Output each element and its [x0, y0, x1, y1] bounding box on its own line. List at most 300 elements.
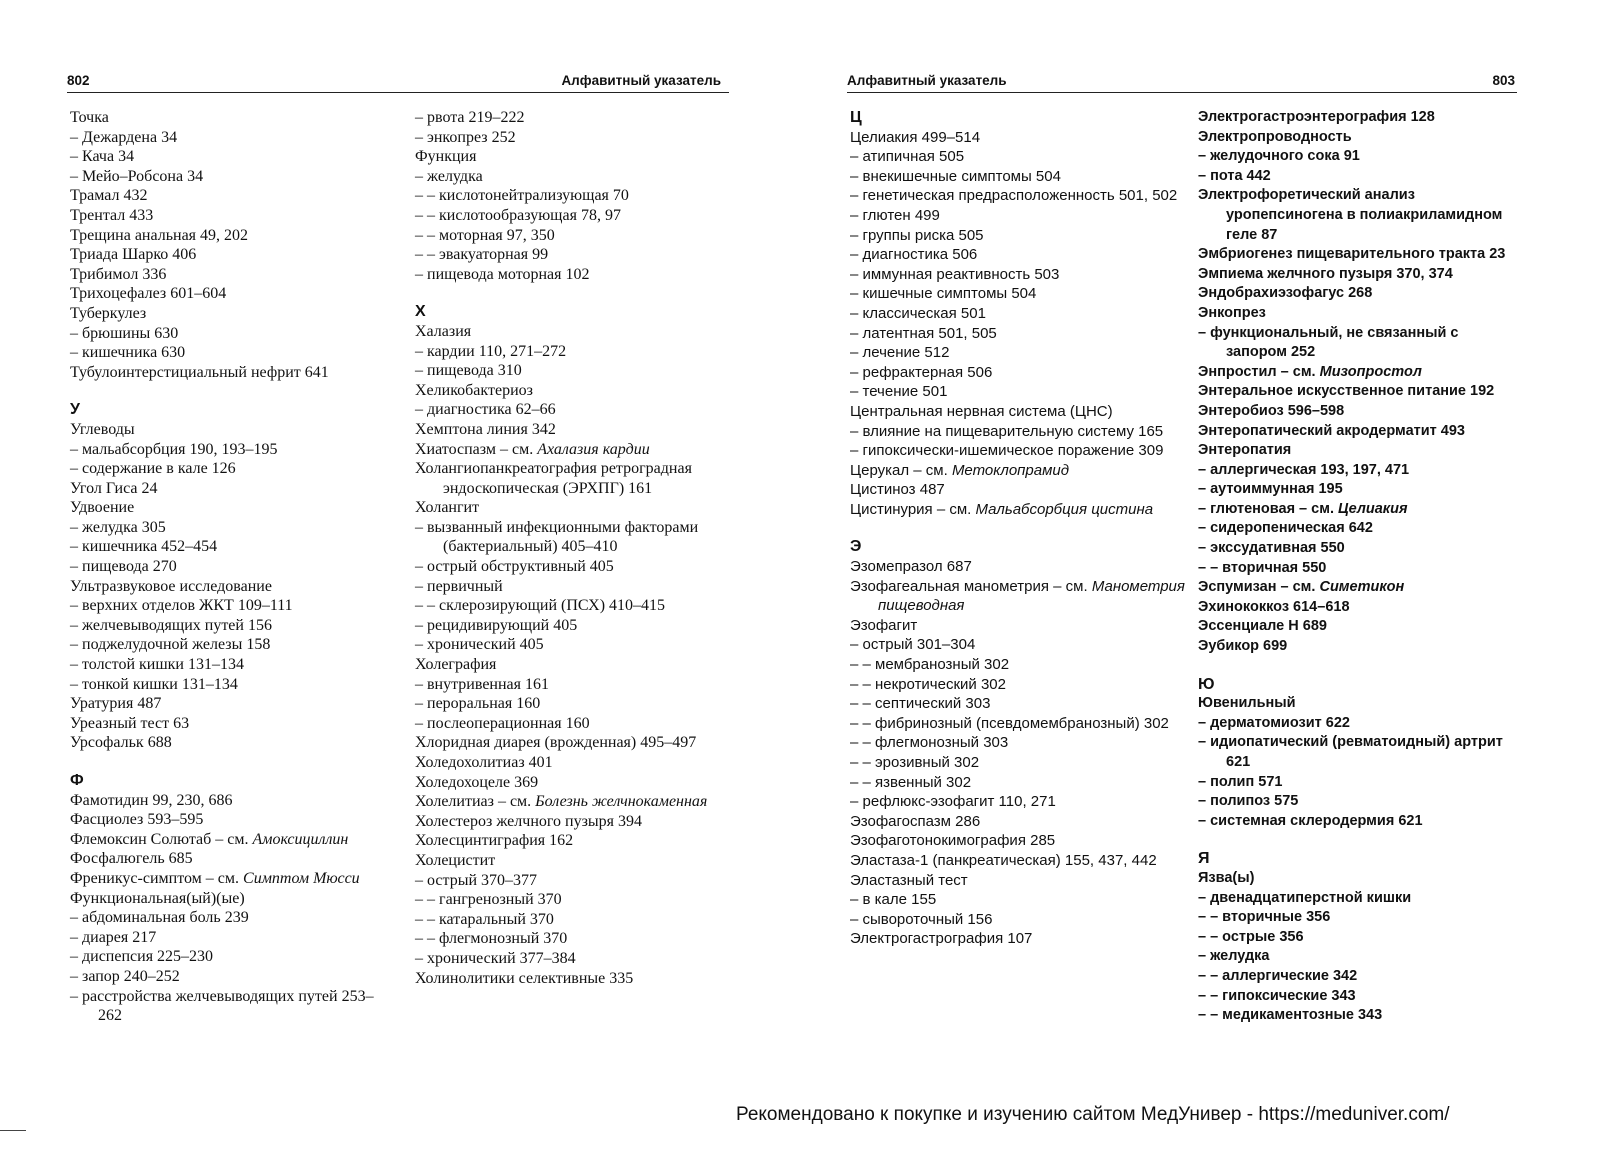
index-entry [850, 422, 1190, 442]
index-entry [70, 245, 390, 265]
entry-text: – запор 240–252 [70, 967, 180, 985]
entry-text: Эластаза-1 (панкреатическая) 155, 437, 442 [850, 851, 1157, 869]
entry-text: Угол Гиса 24 [70, 479, 158, 497]
entry-text: Френикус-симптом – см. [70, 869, 244, 887]
entry-text: – диагностика 506 [850, 246, 978, 264]
index-entry [850, 753, 1190, 773]
index-entry [850, 929, 1190, 949]
section-letter: Ц [850, 109, 862, 126]
entry-text: – влияние на пищеварительную систему 165 [850, 422, 1164, 440]
index-entry [415, 186, 730, 206]
index-entry [1198, 578, 1520, 598]
entry-text: Тубулоинтерстициальный нефрит 641 [70, 363, 329, 381]
entry-text: – – гангренозный 370 [415, 891, 562, 909]
entry-text: Эмбриогенез пищеварительного тракта 23 [1198, 246, 1506, 263]
index-entry [415, 792, 730, 812]
index-entry [415, 440, 730, 460]
index-entry [1198, 539, 1520, 559]
index-entry [415, 147, 730, 167]
entry-text: – системная склеродермия 621 [1198, 812, 1423, 829]
entry-text: Энкопрез [1198, 304, 1266, 321]
index-entry [70, 304, 390, 324]
entry-text: Эзомепразол 687 [850, 558, 972, 576]
entry-text: Цистинурия – см. [850, 500, 976, 518]
index-entry [1198, 617, 1520, 637]
entry-text: Точка [70, 109, 109, 126]
index-entry [70, 635, 390, 655]
entry-text: – желудка [1198, 948, 1270, 965]
entry-text: – кишечные симптомы 504 [850, 285, 1037, 303]
entry-text: Электрогастрография 107 [850, 930, 1033, 948]
index-entry [1198, 792, 1520, 812]
index-entry [415, 577, 730, 597]
entry-text: – течение 501 [850, 383, 948, 401]
index-entry [850, 890, 1190, 910]
entry-text: – двенадцатиперстной кишки [1198, 889, 1412, 906]
entry-text: Эубикор 699 [1198, 638, 1288, 655]
index-entry [70, 167, 390, 187]
index-entry [415, 206, 730, 226]
entry-text: Хлоридная диарея (врожденная) 495–497 [415, 734, 697, 752]
index-column [70, 108, 390, 1026]
index-entry [415, 596, 730, 616]
index-entry [70, 849, 390, 869]
index-entry [850, 577, 1190, 616]
index-entry [1198, 186, 1520, 245]
index-entry [70, 284, 390, 304]
entry-text: – – моторная 97, 350 [415, 226, 555, 244]
entry-text: Целиакия 499–514 [850, 128, 981, 146]
entry-text: Функция [415, 148, 477, 166]
entry-text: – желудочного сока 91 [1198, 148, 1360, 165]
entry-text: – абдоминальная боль 239 [70, 909, 249, 927]
entry-text: – пероральная 160 [415, 695, 541, 713]
running-head-right [847, 72, 1517, 93]
entry-text: Функциональная(ый)(ые) [70, 889, 245, 907]
index-entry [1198, 382, 1520, 402]
entry-text: Энтеральное искусственное питание 192 [1198, 383, 1495, 400]
index-entry [415, 420, 730, 440]
entry-text: – острый 370–377 [415, 871, 537, 889]
entry-text: Флемоксин Солютаб – см. [70, 830, 253, 848]
entry-text: Фосфалюгель 685 [70, 850, 193, 868]
entry-text: – брюшины 630 [70, 324, 179, 342]
entry-text: – желудка [415, 167, 483, 185]
index-entry [850, 343, 1190, 363]
entry-text: – первичный [415, 577, 503, 595]
edge-mark [0, 1130, 26, 1131]
entry-text: – острый 301–304 [850, 636, 976, 654]
index-entry [1198, 363, 1520, 383]
entry-text: – – склерозирующий (ПСХ) 410–415 [415, 597, 666, 615]
entry-text: – – кислотообразующая 78, 97 [415, 206, 621, 224]
index-entry [1198, 559, 1520, 579]
cross-reference: Метоклопрамид [951, 461, 1070, 479]
entry-text: – рефрактерная 506 [850, 363, 993, 381]
entry-text: – – острые 356 [1198, 928, 1304, 945]
index-entry [850, 402, 1190, 422]
section-letter: У [70, 401, 80, 419]
index-entry [415, 929, 730, 949]
cross-reference: Ахалазия кардии [537, 440, 650, 458]
index-entry [850, 245, 1190, 265]
index-entry [850, 792, 1190, 812]
index-entry [1198, 500, 1520, 520]
index-column [415, 108, 730, 988]
entry-text: – тонкой кишки 131–134 [70, 675, 238, 693]
entry-text: Трещина анальная 49, 202 [70, 226, 249, 244]
index-entry [415, 714, 730, 734]
index-entry [1198, 402, 1520, 422]
section-letter: Э [850, 538, 862, 556]
entry-text: – – эрозивный 302 [850, 754, 980, 771]
index-entry [850, 324, 1190, 344]
index-entry [850, 167, 1190, 187]
entry-text: Углеводы [70, 420, 135, 438]
index-entry [1198, 694, 1520, 714]
entry-text: Энтеропатический акродерматит 493 [1198, 422, 1465, 439]
entry-text: – аутоиммунная 195 [1198, 481, 1343, 498]
index-entry [415, 949, 730, 969]
index-entry [415, 851, 730, 871]
entry-text: – рецидивирующий 405 [415, 616, 578, 634]
index-entry [1198, 519, 1520, 539]
entry-text: Ультразвуковое исследование [70, 577, 272, 595]
entry-text: – внекишечные симптомы 504 [850, 167, 1061, 185]
entry-text: – – флегмонозный 370 [415, 930, 568, 948]
cross-reference: Мальабсорбция цистина [975, 500, 1154, 518]
cross-reference: Целиакия [1338, 500, 1408, 517]
index-entry [70, 577, 390, 597]
index-entry [1198, 733, 1520, 772]
index-entry [70, 947, 390, 967]
entry-text: – кардии 110, 271–272 [415, 342, 567, 360]
cross-reference: Амоксициллин [252, 830, 349, 848]
entry-text: – сывороточный 156 [850, 910, 993, 928]
index-entry [415, 342, 730, 362]
entry-text: Эзофаготонокимография 285 [850, 832, 1056, 850]
entry-text: Эмпиема желчного пузыря 370, 374 [1198, 265, 1453, 282]
entry-text: – Мейо–Робсона 34 [70, 167, 204, 185]
index-entry [70, 479, 390, 499]
index-entry [70, 128, 390, 148]
entry-text: – послеоперационная 160 [415, 714, 590, 732]
entry-text: – – язвенный 302 [850, 773, 972, 791]
entry-text: Холедохоцеле 369 [415, 773, 539, 791]
entry-text: Энтеропатия [1198, 442, 1292, 459]
index-entry [415, 381, 730, 401]
entry-text: – пищевода 270 [70, 558, 177, 576]
index-column [1198, 108, 1520, 1026]
entry-text: Эзофагеальная манометрия – см. [850, 577, 1092, 595]
index-entry [70, 596, 390, 616]
index-entry [850, 831, 1190, 851]
index-entry [1198, 773, 1520, 793]
entry-text: – расстройства желчевыводящих путей 253–262 [70, 987, 374, 1025]
index-entry [70, 791, 390, 811]
index-entry [850, 851, 1190, 871]
index-entry [70, 226, 390, 246]
cross-reference: Мизопростол [1319, 363, 1422, 380]
index-entry [415, 910, 730, 930]
index-entry [70, 908, 390, 928]
entry-text: – дерматомиозит 622 [1198, 714, 1350, 731]
entry-text: – группы риска 505 [850, 226, 984, 244]
index-entry [70, 498, 390, 518]
entry-text: Туберкулез [70, 304, 147, 322]
entry-text: Халазия [415, 322, 472, 340]
index-entry [70, 440, 390, 460]
index-entry [70, 557, 390, 577]
index-entry [70, 928, 390, 948]
entry-text: – лечение 512 [850, 344, 950, 362]
index-entry [70, 265, 390, 285]
entry-text: – – гипоксические 343 [1198, 987, 1356, 1004]
index-entry [70, 343, 390, 363]
entry-text: Эхинококкоз 614–618 [1198, 598, 1350, 615]
entry-text: – желчевыводящих путей 156 [70, 616, 272, 634]
index-entry [70, 675, 390, 695]
index-entry [70, 869, 390, 889]
index-entry [1198, 987, 1520, 1007]
index-entry [415, 498, 730, 518]
index-entry [1198, 108, 1520, 128]
index-entry [70, 363, 390, 383]
left-page [0, 0, 770, 1100]
entry-text: Энпростил – см. [1198, 363, 1320, 380]
index-entry [1198, 637, 1520, 657]
index-entry [850, 616, 1190, 636]
index-entry [70, 810, 390, 830]
entry-text: – полип 571 [1198, 773, 1283, 790]
entry-text: – гипоксически-ишемическое поражение 309 [850, 442, 1164, 460]
index-entry [850, 773, 1190, 793]
index-entry [850, 265, 1190, 285]
index-entry [1198, 967, 1520, 987]
entry-text: – мальабсорбция 190, 193–195 [70, 440, 278, 458]
index-entry [415, 400, 730, 420]
index-entry [415, 635, 730, 655]
index-entry [850, 363, 1190, 383]
entry-text: – – некротический 302 [850, 675, 1006, 693]
index-entry [1198, 128, 1520, 148]
entry-text: Энтеробиоз 596–598 [1198, 402, 1345, 419]
entry-text: Ювенильный [1198, 695, 1296, 712]
index-entry [415, 753, 730, 773]
index-entry [70, 889, 390, 909]
entry-text: Электропроводность [1198, 128, 1352, 145]
entry-text: – – септический 303 [850, 695, 991, 713]
index-entry [1198, 324, 1520, 363]
entry-text: – атипичная 505 [850, 148, 965, 166]
entry-text: – глютеновая – см. [1198, 500, 1339, 517]
index-entry [415, 322, 730, 342]
right-page [830, 0, 1600, 1100]
index-entry [415, 773, 730, 793]
footer-link[interactable]: Рекомендовано к покупке и изучению сайтом МедУнивер - https://meduniver.com/ [736, 1104, 1450, 1125]
running-title-left: Алфавитный указатель [561, 73, 721, 88]
index-entry [1198, 422, 1520, 442]
index-entry [415, 694, 730, 714]
index-entry [415, 733, 730, 753]
index-entry [1198, 598, 1520, 618]
section-letter: Я [1198, 850, 1210, 868]
entry-text: – хронический 405 [415, 636, 544, 654]
entry-text: – диарея 217 [70, 928, 157, 946]
entry-text: – экссудативная 550 [1198, 540, 1345, 557]
index-entry [1198, 714, 1520, 734]
entry-text: Язва(ы) [1198, 869, 1255, 886]
index-entry [70, 967, 390, 987]
entry-text: Трибимол 336 [70, 265, 167, 283]
index-entry [850, 147, 1190, 167]
index-entry [70, 655, 390, 675]
running-head-left [67, 72, 729, 93]
entry-text: – пищевода моторная 102 [415, 265, 590, 283]
index-entry [1198, 889, 1520, 909]
index-entry [850, 186, 1190, 206]
index-entry [850, 461, 1190, 481]
index-entry [415, 890, 730, 910]
index-entry [850, 441, 1190, 461]
entry-text: Хеликобактериоз [415, 381, 533, 399]
index-entry [1198, 928, 1520, 948]
index-entry [1198, 147, 1520, 167]
entry-text: – Дежардена 34 [70, 128, 178, 146]
entry-text: – идиопатический (ревматоидный) артрит 621 [1198, 734, 1503, 770]
index-entry [415, 969, 730, 989]
entry-text: – – вторичные 356 [1198, 909, 1331, 926]
index-entry [1198, 947, 1520, 967]
section-letter: Ю [1198, 675, 1215, 693]
entry-text: – содержание в кале 126 [70, 460, 236, 478]
index-entry [850, 500, 1190, 520]
index-entry [850, 480, 1190, 500]
entry-text: – толстой кишки 131–134 [70, 656, 244, 674]
page-number-right: 803 [1492, 73, 1515, 88]
index-entry [415, 812, 730, 832]
index-entry [70, 616, 390, 636]
cross-reference: Симетикон [1319, 579, 1405, 596]
index-entry [1198, 812, 1520, 832]
index-entry [70, 694, 390, 714]
index-entry [70, 518, 390, 538]
entry-text: – внутривенная 161 [415, 675, 550, 693]
entry-text: – – мембранозный 302 [850, 656, 1010, 674]
entry-text: – в кале 155 [850, 891, 937, 909]
index-entry [850, 910, 1190, 930]
entry-text: – энкопрез 252 [415, 128, 516, 146]
page-number-left: 802 [67, 73, 90, 88]
index-entry [415, 871, 730, 891]
index-entry [1198, 284, 1520, 304]
entry-text: – диагностика 62–66 [415, 401, 556, 419]
entry-text: Холедохолитиаз 401 [415, 754, 553, 771]
entry-text: Триада Шарко 406 [70, 246, 197, 264]
index-entry [1198, 1006, 1520, 1026]
entry-text: – – катаральный 370 [415, 910, 554, 928]
entry-text: Центральная нервная система (ЦНС) [850, 402, 1113, 420]
entry-text: – иммунная реактивность 503 [850, 265, 1060, 283]
index-entry [1198, 480, 1520, 500]
index-entry [415, 265, 730, 285]
index-entry [70, 537, 390, 557]
index-entry [850, 304, 1190, 324]
entry-text: Трихоцефалез 601–604 [70, 285, 227, 303]
index-entry [70, 714, 390, 734]
entry-text: Цистиноз 487 [850, 481, 945, 499]
index-entry [850, 635, 1190, 655]
entry-text: Эссенциале Н 689 [1198, 618, 1327, 635]
entry-text: Удвоение [70, 499, 135, 517]
cross-reference: Манометрия пищеводная [878, 577, 1185, 615]
entry-text: Эластазный тест [850, 871, 968, 889]
entry-text: Хиатоспазм – см. [415, 440, 538, 458]
entry-text: – – вторичная 550 [1198, 559, 1327, 576]
entry-text: Урсофальк 688 [70, 734, 172, 752]
index-entry [415, 557, 730, 577]
entry-text: – глютен 499 [850, 206, 940, 224]
entry-text: Эндобрахиэзофагус 268 [1198, 285, 1373, 302]
cross-reference: Болезнь желчнокаменная [535, 793, 708, 811]
entry-text: Эзофагоспазм 286 [850, 812, 981, 830]
entry-text: Холеграфия [415, 656, 497, 674]
index-entry [415, 128, 730, 148]
entry-text: – – эвакуаторная 99 [415, 246, 549, 264]
index-entry [70, 147, 390, 167]
index-entry [1198, 304, 1520, 324]
entry-text: Уреазный тест 63 [70, 714, 190, 732]
entry-text: – – флегмонозный 303 [850, 734, 1009, 752]
index-entry [415, 831, 730, 851]
entry-text: Фамотидин 99, 230, 686 [70, 791, 233, 809]
index-entry [415, 616, 730, 636]
index-entry [850, 714, 1190, 734]
entry-text: – сидеропеническая 642 [1198, 520, 1373, 537]
entry-text: Фасциолез 593–595 [70, 811, 204, 829]
entry-text: – Кача 34 [70, 148, 135, 166]
index-entry [850, 812, 1190, 832]
index-entry [850, 694, 1190, 714]
index-entry [850, 675, 1190, 695]
cross-reference: Симптом Мюсси [243, 869, 360, 887]
entry-text: – кишечника 452–454 [70, 538, 218, 556]
index-entry [850, 382, 1190, 402]
index-entry [415, 108, 730, 128]
index-entry [415, 459, 730, 498]
index-entry [415, 361, 730, 381]
index-entry [415, 675, 730, 695]
entry-text: Холелитиаз – см. [415, 793, 536, 811]
section-letter: Ф [70, 772, 84, 789]
index-entry [70, 733, 390, 753]
entry-text: Церукал – см. [850, 461, 952, 479]
index-entry [70, 459, 390, 479]
entry-text: Электрогастроэнтерография 128 [1198, 109, 1435, 125]
index-entry [850, 226, 1190, 246]
entry-text: – поджелудочной железы 158 [70, 636, 271, 654]
entry-text: – – кислотонейтрализующая 70 [415, 187, 629, 205]
entry-text: – пищевода 310 [415, 362, 522, 380]
index-entry [850, 128, 1190, 148]
entry-text: – острый обструктивный 405 [415, 558, 614, 576]
entry-text: Электрофоретический анализ уропепсиногена в полиакриламидном геле 87 [1198, 187, 1503, 243]
entry-text: Холангиопанкреатография ретроградная эндоскопическая (ЭРХПГ) 161 [415, 460, 692, 497]
entry-text: – – медикаментозные 343 [1198, 1007, 1383, 1024]
index-entry [415, 226, 730, 246]
index-entry [850, 655, 1190, 675]
entry-text: Холестероз желчного пузыря 394 [415, 812, 643, 830]
